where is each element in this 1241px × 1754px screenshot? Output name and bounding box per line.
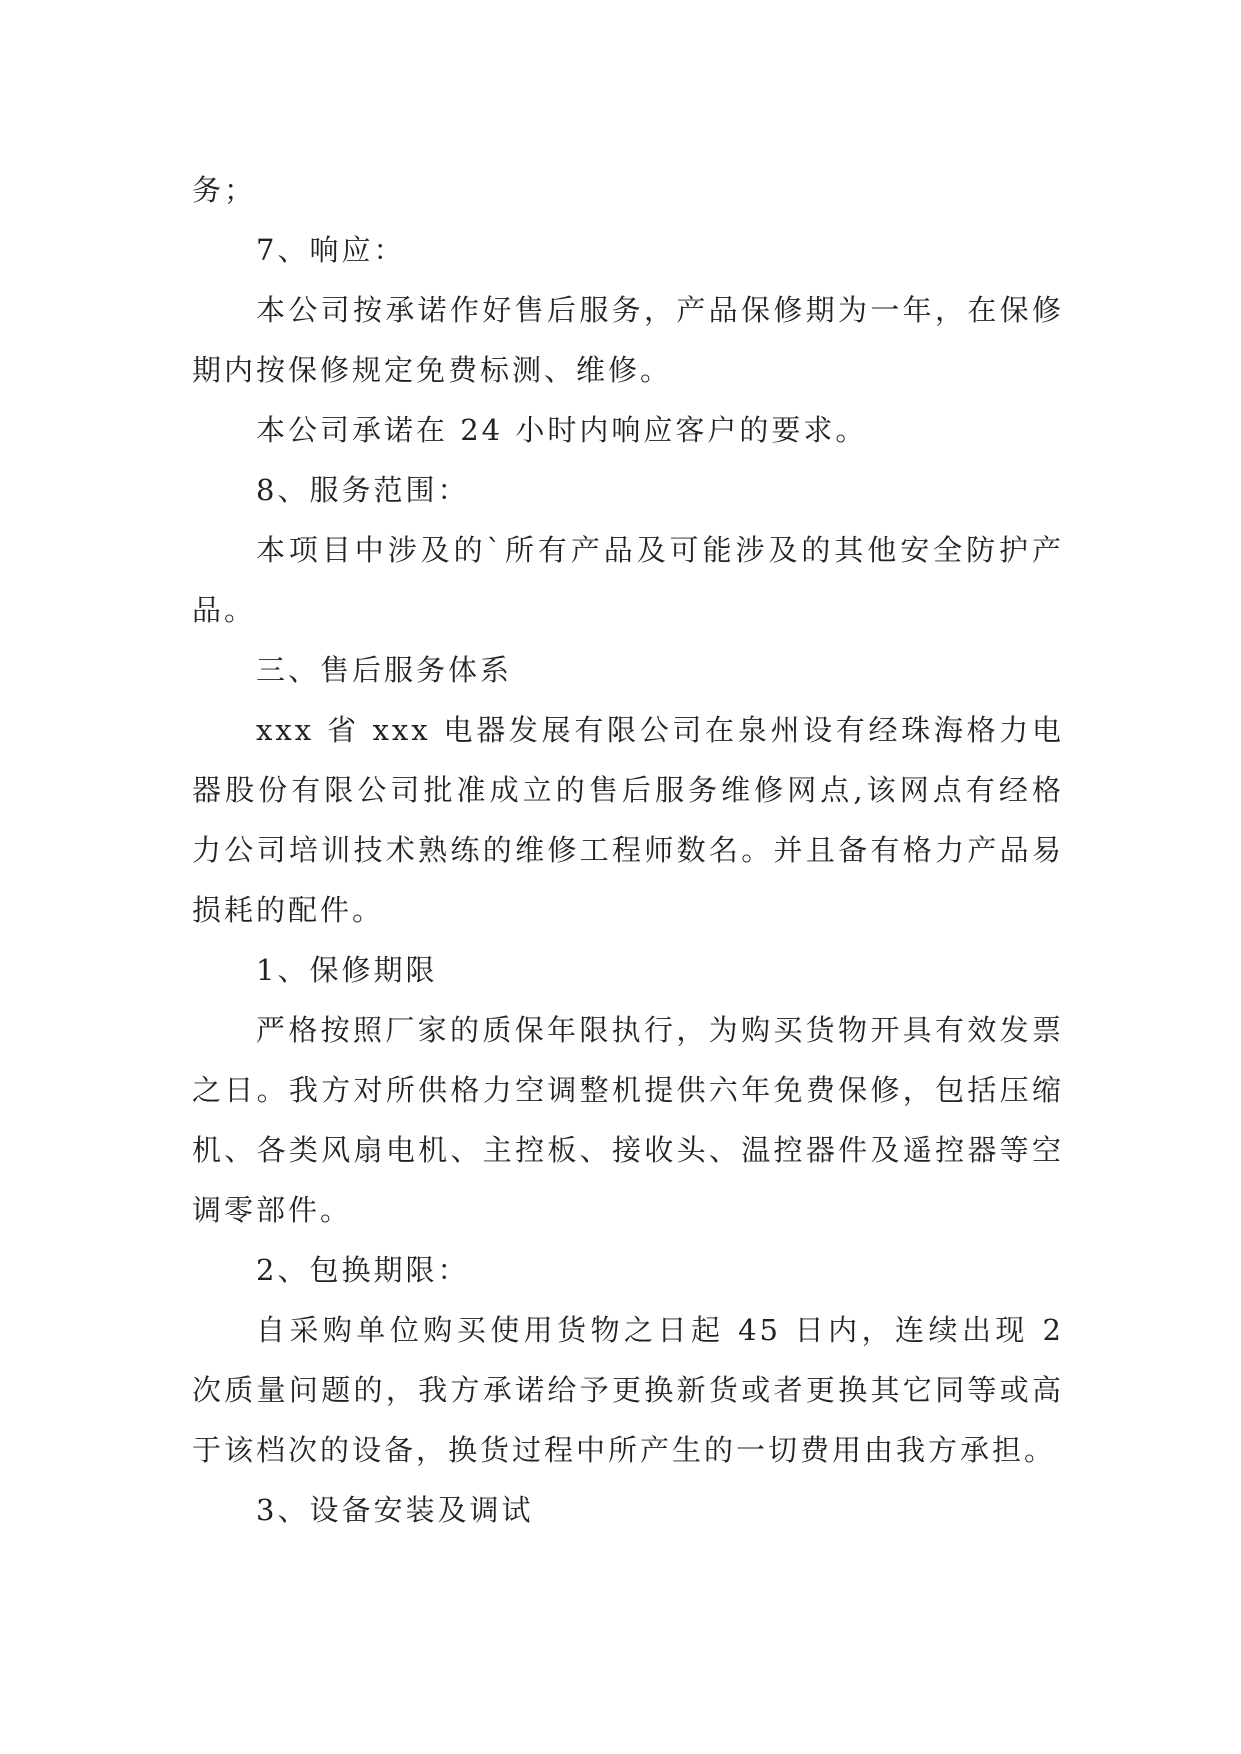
document-body	[192, 160, 1064, 1540]
section-heading-replacement-term: 2、包换期限：	[256, 1253, 470, 1287]
paragraph-warranty-period: 本公司按承诺作好售后服务，产品保修期为一年，在保修期内按保修规定免费标测、维修。	[192, 293, 1064, 387]
section-heading-response: 7、响应：	[256, 233, 406, 267]
paragraph-replacement-term: 自采购单位购买使用货物之日起 45 日内，连续出现 2 次质量问题的，我方承诺给予更换新货或者更换其它同等或高于该档次的设备，换货过程中所产生的一切费用由我方承担。	[192, 1313, 1064, 1467]
paragraph-service-scope: 本项目中涉及的`所有产品及可能涉及的其他安全防护产品。	[192, 533, 1064, 627]
section-heading-after-sales-system: 三、售后服务体系	[256, 653, 513, 687]
paragraph-service-network: xxx 省 xxx 电器发展有限公司在泉州设有经珠海格力电器股份有限公司批准成立的售后服务维修网点,该网点有经格力公司培训技术熟练的维修工程师数名。并且备有格力产品易损耗的配件。	[192, 713, 1064, 927]
section-heading-warranty-term: 1、保修期限	[256, 953, 438, 987]
paragraph-warranty-term: 严格按照厂家的质保年限执行，为购买货物开具有效发票之日。我方对所供格力空调整机提供六年免费保修，包括压缩机、各类风扇电机、主控板、接收头、温控器件及遥控器等空调零部件。	[192, 1013, 1064, 1227]
section-heading-installation: 3、设备安装及调试	[256, 1493, 534, 1527]
paragraph-response-time: 本公司承诺在 24 小时内响应客户的要求。	[256, 413, 868, 447]
paragraph-continuation: 务；	[192, 173, 257, 207]
section-heading-service-scope: 8、服务范围：	[256, 473, 470, 507]
